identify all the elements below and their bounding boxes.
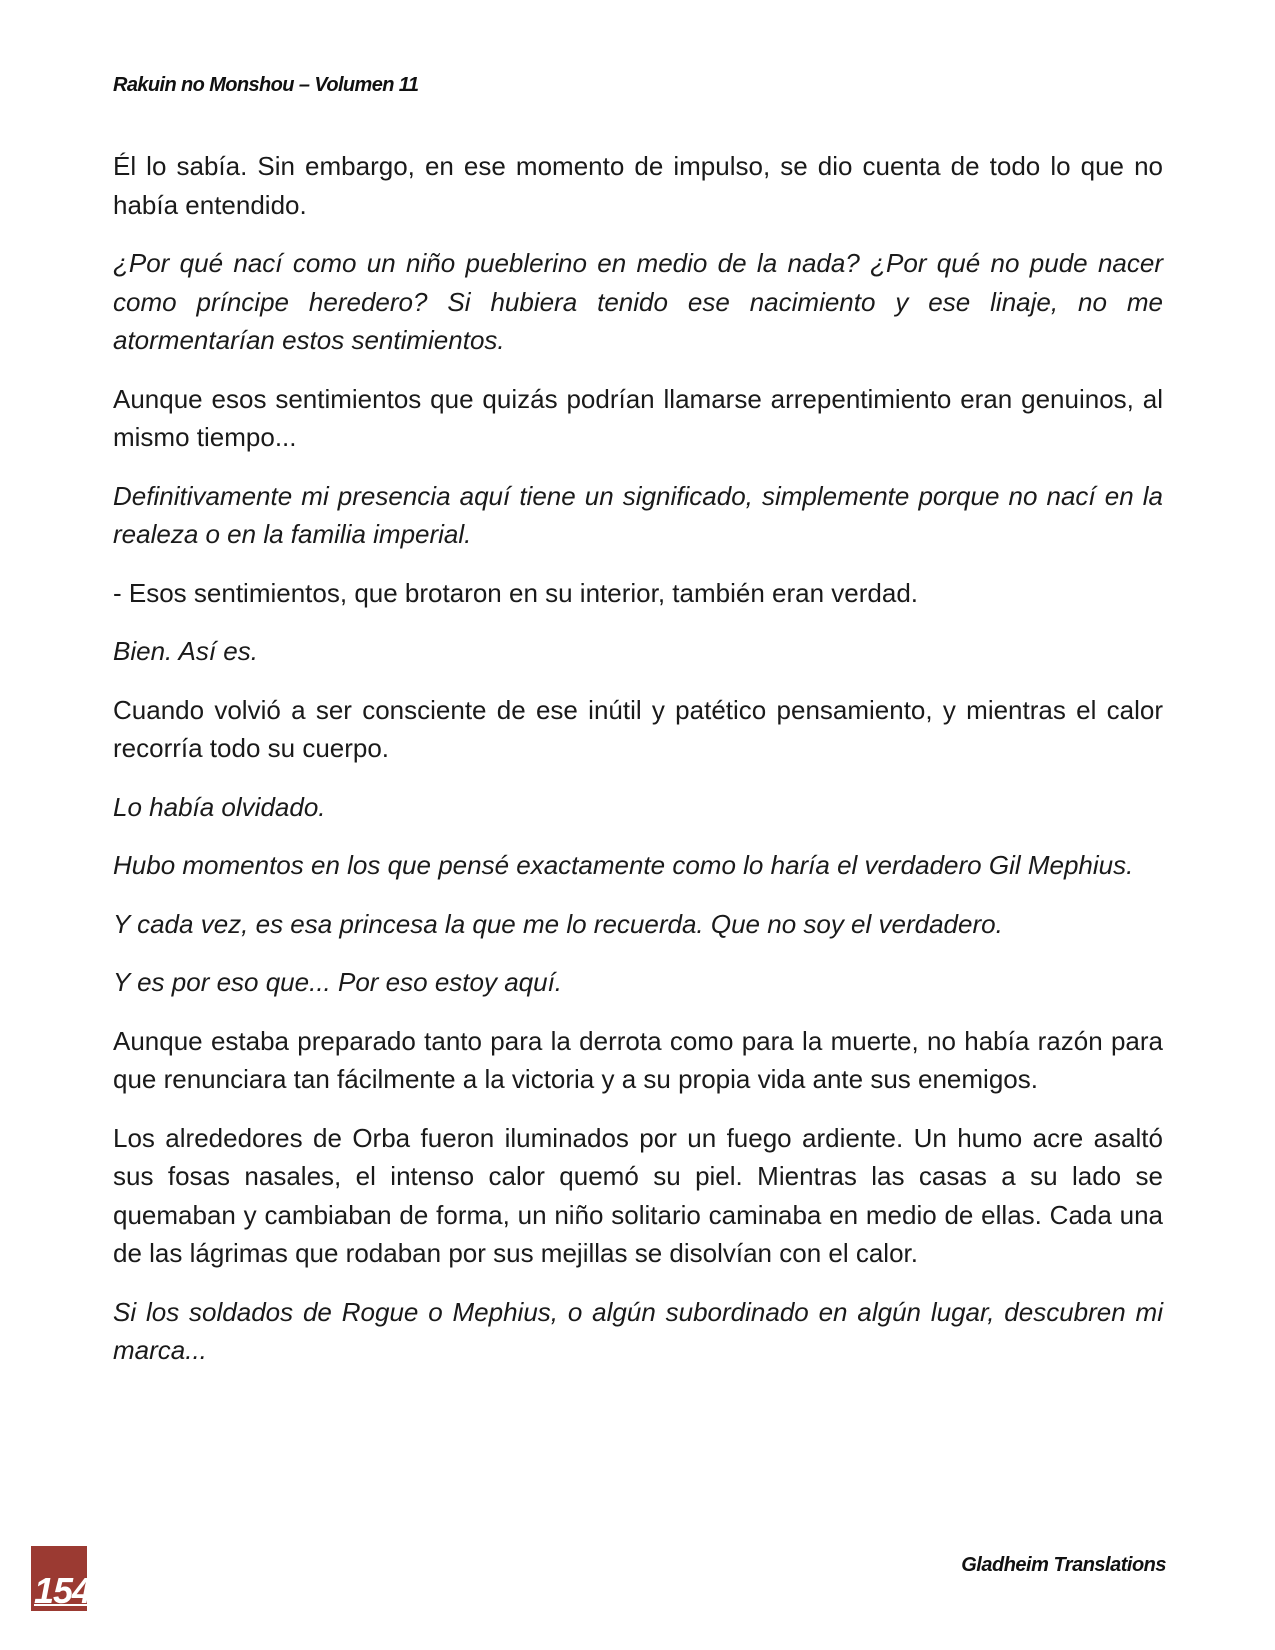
page-number: 154	[34, 1570, 92, 1611]
paragraph-italic: ¿Por qué nací como un niño pueblerino en medio de la nada? ¿Por qué no pude nacer como príncipe heredero? Si hubiera tenido ese nacimiento y ese linaje, no me atormentarían estos sentimientos.	[113, 248, 1163, 355]
paragraph: Aunque estaba preparado tanto para la derrota como para la muerte, no había razón para que renunciara tan fácilmente a la victoria y a su propia vida ante sus enemigos.	[113, 1025, 1163, 1094]
paragraph-italic: Si los soldados de Rogue o Mephius, o algún subordinado en algún lugar, descubren mi marca...	[113, 1296, 1163, 1365]
paragraph-italic: Y cada vez, es esa princesa la que me lo recuerda. Que no soy el verdadero.	[113, 908, 1003, 939]
translator-credit: Gladheim Translations	[961, 1554, 1166, 1576]
paragraph: Él lo sabía. Sin embargo, en ese momento de impulso, se dio cuenta de todo lo que no había entendido.	[113, 151, 1163, 220]
paragraph-italic: Bien. Así es.	[113, 636, 258, 666]
paragraph-italic: Lo había olvidado.	[113, 791, 326, 822]
paragraph: - Esos sentimientos, que brotaron en su interior, también eran verdad.	[113, 577, 918, 608]
running-header: Rakuin no Monshou – Volumen 11	[113, 74, 419, 96]
paragraph-italic: Definitivamente mi presencia aquí tiene un significado, simplemente porque no nací en la realeza o en la familia imperial.	[113, 480, 1163, 549]
paragraph: Los alrededores de Orba fueron iluminados por un fuego ardiente. Un humo acre asaltó sus fosas nasales, el intenso calor quemó su piel. Mientras las casas a su lado se quemaban y cambiaban de forma, un niño solitario caminaba en medio de ellas. Cada una de las lágrimas que rodaban por sus mejillas se disolvían con el calor.	[113, 1122, 1163, 1268]
paragraph: Cuando volvió a ser consciente de ese inútil y patético pensamiento, y mientras el calor recorría todo su cuerpo.	[113, 694, 1163, 763]
paragraph-italic: Y es por eso que... Por eso estoy aquí.	[113, 967, 563, 997]
paragraph: Aunque esos sentimientos que quizás podrían llamarse arrepentimiento eran genuinos, al mismo tiempo...	[113, 383, 1163, 452]
paragraph-italic: Hubo momentos en los que pensé exactamente como lo haría el verdadero Gil Mephius.	[113, 850, 1134, 880]
body-text	[113, 147, 1163, 1390]
